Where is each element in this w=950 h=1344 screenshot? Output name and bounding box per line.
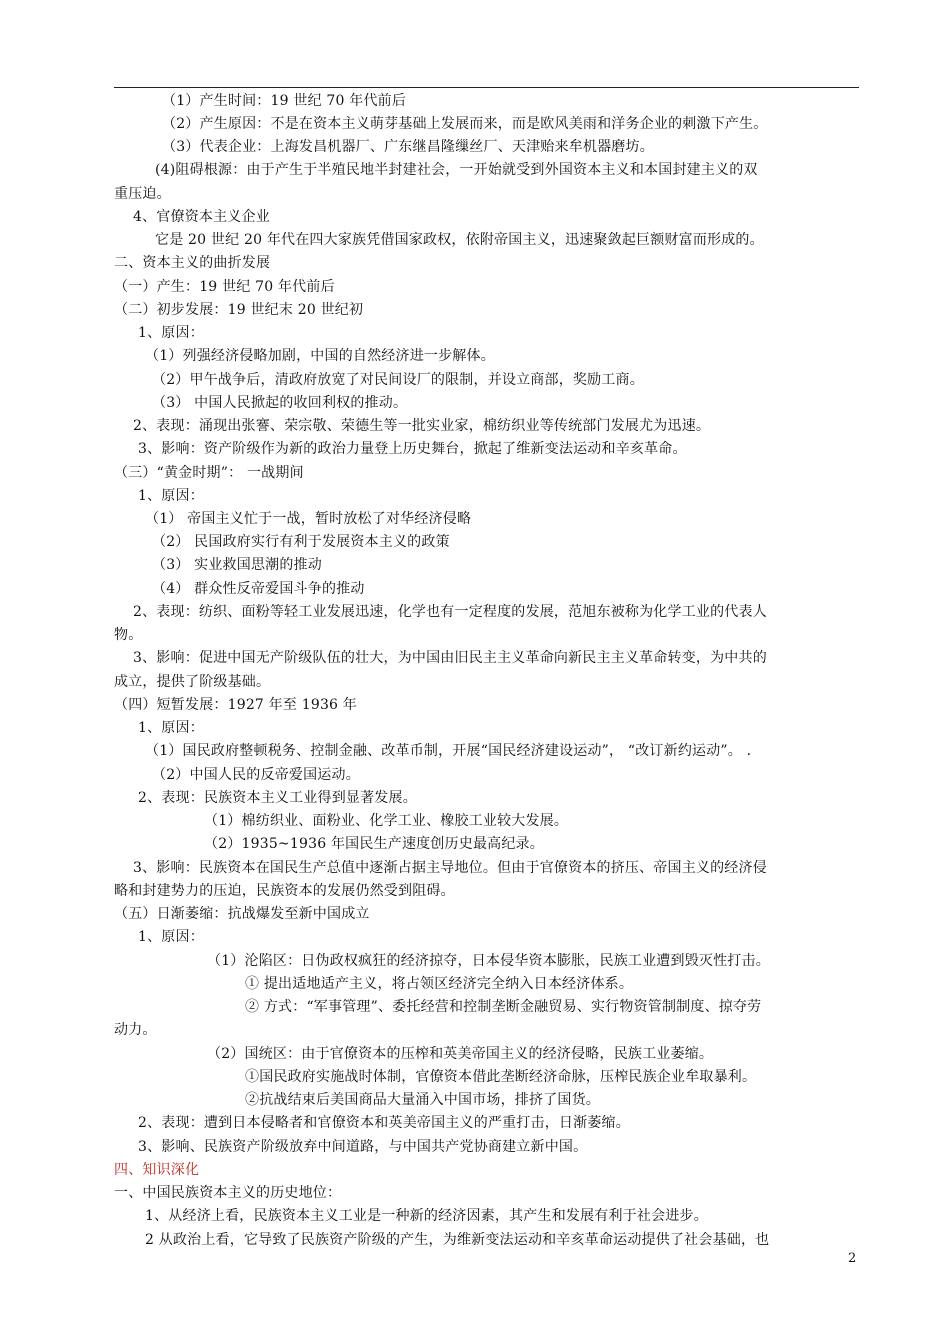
text-line: 3、影响：民族资本在国民生产总值中逐渐占据主导地位。但由于官僚资本的挤压、帝国主义的经济侵	[133, 860, 767, 876]
subsection-heading: （三）“黄金时期”： 一战期间	[114, 465, 304, 481]
text-line: 1、原因：	[138, 720, 204, 736]
text-line: （2）产生原因：不是在资本主义萌芽基础上发展而来，而是欧风美雨和洋务企业的刺激下产生。	[162, 116, 768, 132]
text-line: （1） 帝国主义忙于一战，暂时放松了对华经济侵略	[145, 511, 472, 527]
text-line: （3） 中国人民掀起的收回利权的推动。	[152, 395, 408, 411]
text-line: 1、从经济上看，民族资本主义工业是一种新的经济因素，其产生和发展有利于社会进步。	[145, 1208, 708, 1224]
text-line: 3、影响、民族资产阶级放弃中间道路，与中国共产党协商建立新中国。	[138, 1139, 588, 1155]
text-line: （4） 群众性反帝爱国斗争的推动	[152, 581, 365, 597]
text-line: （1）产生时间：19 世纪 70 年代前后	[162, 93, 407, 109]
page-number: 2	[848, 1251, 857, 1266]
text-line: ② 方式：“军事管理”、委托经营和控制垄断金融贸易、实行物资管制制度、掠夺劳	[245, 999, 762, 1015]
subsection-heading: （五）日渐萎缩：抗战爆发至新中国成立	[114, 906, 370, 922]
text-line: 3、影响：促进中国无产阶级队伍的壮大，为中国由旧民主主义革命向新民主主义革命转变，为中共的	[133, 650, 767, 666]
text-line: 成立，提供了阶级基础。	[114, 674, 271, 690]
text-line: 1、原因：	[138, 929, 204, 945]
subsection-heading: （二）初步发展：19 世纪末 20 世纪初	[114, 302, 364, 318]
subsection-heading: （一）产生：19 世纪 70 年代前后	[114, 279, 335, 295]
text-line: （1）国民政府整顿税务、控制金融、改革币制，开展“国民经济建设运动”， “改订新约运动”。 .	[145, 743, 752, 759]
text-line: 它是 20 世纪 20 年代在四大家族凭借国家政权，依附帝国主义，迅速聚敛起巨额财富而形成的。	[155, 232, 764, 248]
text-line: 重压迫。	[114, 186, 171, 202]
text-line: （2）中国人民的反帝爱国运动。	[152, 767, 360, 783]
text-line: 1、原因：	[138, 488, 204, 504]
subsection-heading: （四）短暂发展：1927 年至 1936 年	[114, 697, 358, 713]
text-line: 略和封建势力的压迫，民族资本的发展仍然受到阻碍。	[114, 883, 455, 899]
text-line: 2、表现：民族资本主义工业得到显著发展。	[138, 790, 417, 806]
text-line: 2、表现：遭到日本侵略者和官僚资本和英美帝国主义的严重打击，日渐萎缩。	[138, 1115, 630, 1131]
text-line: (4)阻碍根源：由于产生于半殖民地半封建社会，一开始就受到外国资本主义和本国封建主义的双	[155, 162, 758, 178]
text-line: （1）沦陷区：日伪政权疯狂的经济掠夺，日本侵华资本膨胀，民族工业遭到毁灭性打击。	[207, 953, 770, 969]
text-line: ②抗战结束后美国商品大量涌入中国市场，排挤了国货。	[245, 1092, 600, 1108]
section-heading: 一、中国民族资本主义的历史地位：	[114, 1185, 342, 1201]
text-line: （1）棉纺织业、面粉业、化学工业、橡胶工业较大发展。	[204, 813, 569, 829]
text-line: ① 提出适地适产主义，将占领区经济完全纳入日本经济体系。	[245, 976, 634, 992]
text-line: 4、官僚资本主义企业	[133, 209, 270, 225]
text-line: （1）列强经济侵略加剧，中国的自然经济进一步解体。	[145, 348, 495, 364]
text-line: （3）代表企业：上海发昌机器厂、广东继昌隆缫丝厂、天津贻来牟机器磨坊。	[162, 139, 654, 155]
text-line: （2） 民国政府实行有利于发展资本主义的政策	[152, 534, 450, 550]
text-line: 2 从政治上看，它导致了民族资产阶级的产生，为维新变法运动和辛亥革命运动提供了社会基础，也	[145, 1232, 770, 1248]
text-line: 1、原因：	[138, 325, 204, 341]
text-line: （2）1935~1936 年国民生产速度创历史最高纪录。	[204, 836, 544, 852]
section-heading: 二、资本主义的曲折发展	[114, 255, 271, 271]
text-line: （2）甲午战争后，清政府放宽了对民间设厂的限制，并设立商部，奖励工商。	[152, 372, 644, 388]
text-line: 动力。	[114, 1022, 157, 1038]
text-line: （2）国统区：由于官僚资本的压榨和英美帝国主义的经济侵略，民族工业萎缩。	[207, 1046, 714, 1062]
header-rule	[114, 87, 859, 88]
text-line: 2、表现：涌现出张謇、荣宗敬、荣德生等一批实业家，棉纺织业等传统部门发展尤为迅速。	[133, 418, 711, 434]
text-line: 3、影响：资产阶级作为新的政治力量登上历史舞台，掀起了维新变法运动和辛亥革命。	[138, 441, 687, 457]
section-heading-red: 四、知识深化	[114, 1162, 200, 1178]
text-line: 物。	[114, 627, 143, 643]
text-line: ①国民政府实施战时体制，官僚资本借此垄断经济命脉，压榨民族企业牟取暴利。	[245, 1069, 757, 1085]
text-line: （3） 实业救国思潮的推动	[152, 557, 322, 573]
text-line: 2、表现：纺织、面粉等轻工业发展迅速，化学也有一定程度的发展，范旭东被称为化学工业的代表人	[133, 604, 767, 620]
